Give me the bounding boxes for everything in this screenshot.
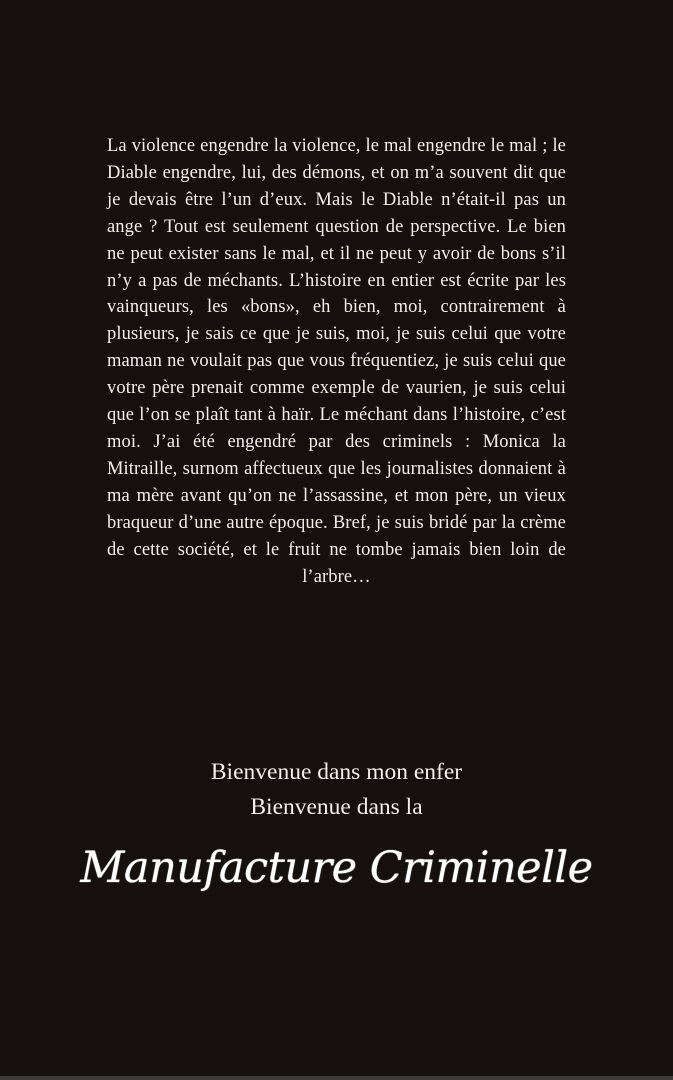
book-title: Manufacture Criminelle: [80, 843, 593, 893]
welcome-line-2: Bienvenue dans la: [250, 794, 423, 820]
welcome-line-1: Bienvenue dans mon enfer: [210, 759, 463, 785]
back-cover-blurb: La violence engendre la violence, le mal engendre le mal ; le Diable engendre, lui, des démons, et on m’a souvent dit que je devais être l’un d’eux. Mais le Diable n’était-il pas un ange ? Tout est seulement question de perspective. Le bien ne peut exister sans le mal, et il ne peut y avoir de bons s’il n’y a pas de méchants. L’histoire en entier est écrite par les vainqueurs, les «bons», eh bien, moi, contrairement à plusieurs, je sais ce que je suis, moi, je suis celui que votre maman ne voulait pas que vous fréquentiez, je suis celui que votre père prenait comme exemple de vaurien, je suis celui que l’on se plaît tant à haïr. Le méchant dans l’histoire, c’est moi. J’ai été engendré par des criminels : Monica la Mitraille, surnom affectueux que les journalistes donnaient à ma mère avant qu’on ne l’assassine, et mon père, un vieux braqueur d’une autre époque. Bref, je suis bridé par la crème de cette société, et le fruit ne tombe jamais bien loin de l’arbre…: [107, 136, 566, 587]
bottom-border-strip: [0, 1076, 673, 1080]
